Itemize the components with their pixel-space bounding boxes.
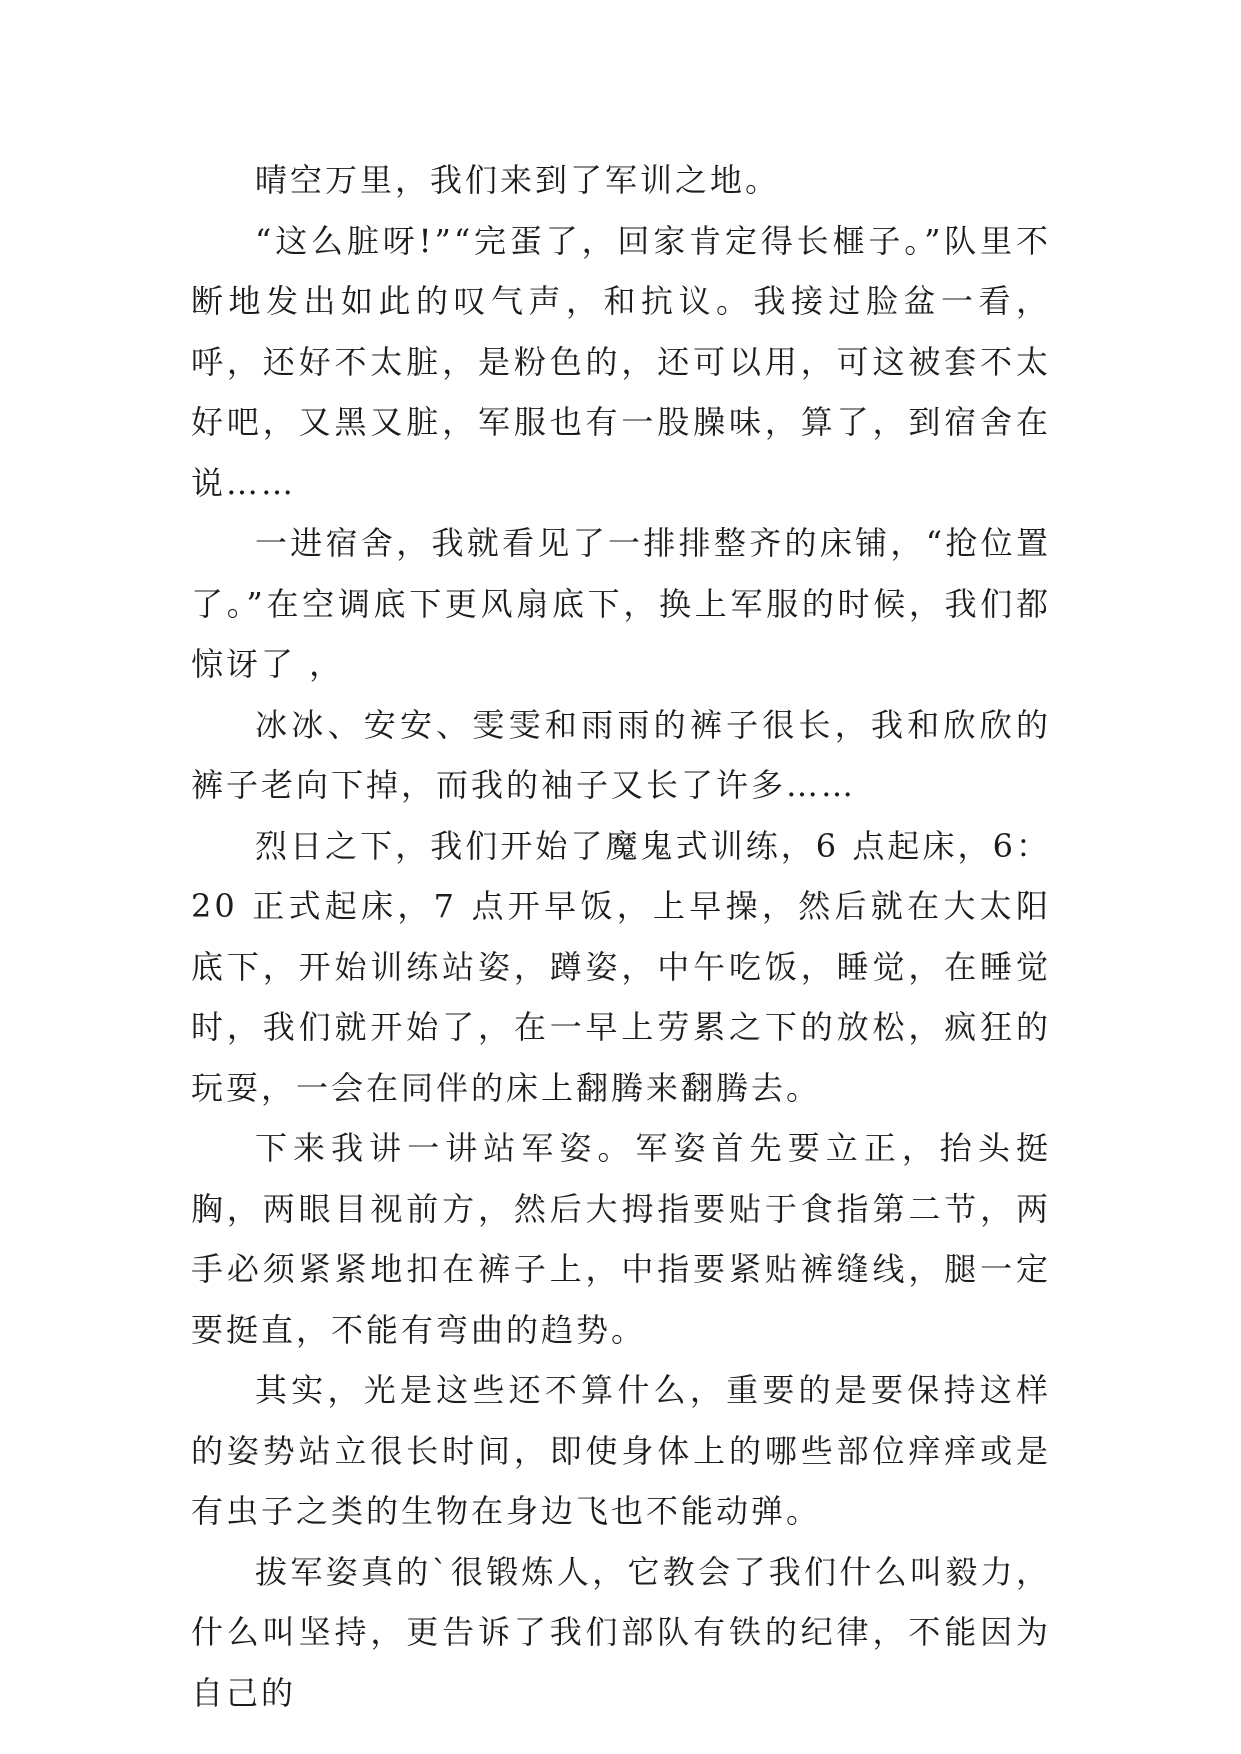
essay-body: [191, 150, 1051, 1723]
paragraph-6: 下来我讲一讲站军姿。军姿首先要立正，抬头挺胸，两眼目视前方，然后大拇指要贴于食指第二节，两手必须紧紧地扣在裤子上，中指要紧贴裤缝线，腿一定要挺直，不能有弯曲的趋势。: [191, 1129, 1051, 1349]
paragraph-7: 其实，光是这些还不算什么，重要的是要保持这样的姿势站立很长时间，即使身体上的哪些部位痒痒或是有虫子之类的生物在身边飞也不能动弹。: [191, 1371, 1051, 1530]
paragraph-2: “这么脏呀!”“完蛋了，回家肯定得长榧子。”队里不断地发出如此的叹气声，和抗议。我接过脸盆一看，呼，还好不太脏，是粉色的，还可以用，可这被套不太好吧，又黑又脏，军服也有一股臊味，算了，到宿舍在说……: [191, 221, 1051, 502]
paragraph-8: 拔军姿真的`很锻炼人，它教会了我们什么叫毅力，什么叫坚持，更告诉了我们部队有铁的纪律，不能因为自己的: [191, 1552, 1051, 1712]
paragraph-3: 一进宿舍，我就看见了一排排整齐的床铺，“抢位置了。”在空调底下更风扇底下，换上军服的时候，我们都惊讶了 ，: [191, 524, 1051, 683]
paragraph-5: 烈日之下，我们开始了魔鬼式训练，6 点起床，6：20 正式起床，7 点开早饭，上早操，然后就在大太阳底下，开始训练站姿，蹲姿，中午吃饭，睡觉，在睡觉时，我们就开始了，在一早上劳累之下的放松，疯狂的玩耍，一会在同伴的床上翻腾来翻腾去。: [191, 826, 1051, 1107]
paragraph-1: 晴空万里，我们来到了军训之地。: [255, 161, 781, 199]
paragraph-4: 冰冰、安安、雯雯和雨雨的裤子很长，我和欣欣的裤子老向下掉，而我的袖子又长了许多……: [191, 705, 1051, 804]
